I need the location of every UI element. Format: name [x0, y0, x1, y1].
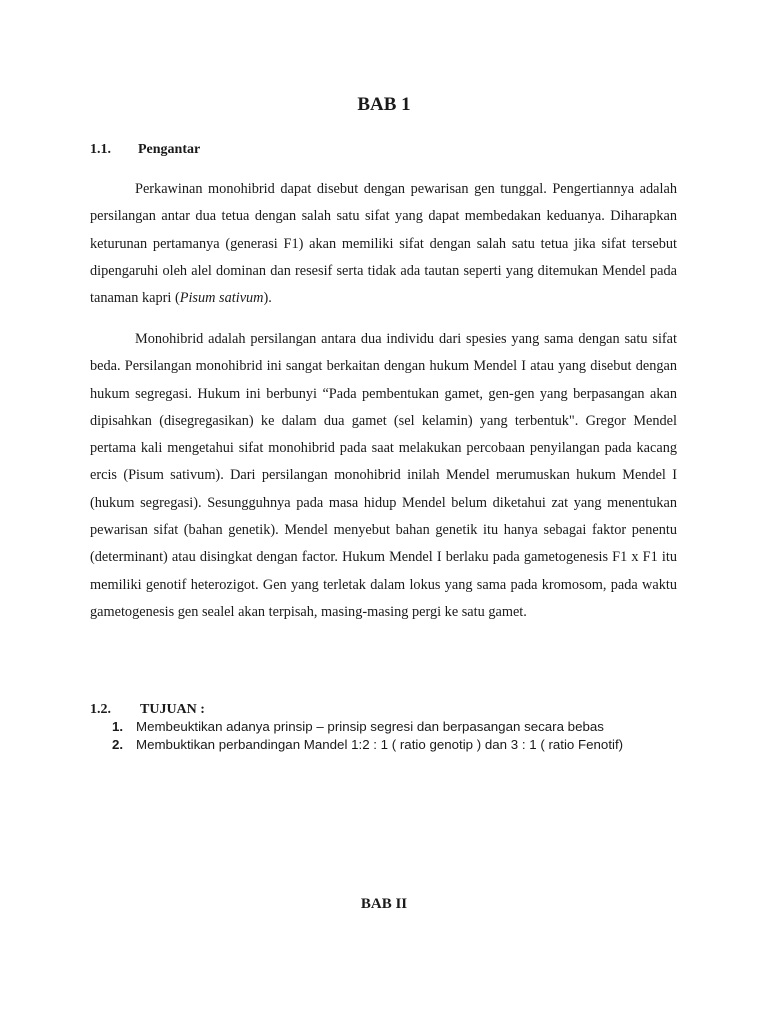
goals-list [112, 718, 712, 754]
chapter-title: BAB 1 [357, 94, 411, 115]
section-title: TUJUAN : [140, 702, 205, 717]
paragraph-text-end: ). [263, 290, 272, 307]
section-number: 1.2. [90, 702, 111, 717]
list-item-text: Membuktikan perbandingan Mandel 1:2 : 1 ( ratio genotip ) dan 3 : 1 ( ratio Fenotif) [136, 737, 624, 752]
list-item-number: 1. [112, 719, 124, 734]
list-item-number: 2. [112, 737, 124, 752]
paragraph-text: Perkawinan monohibrid dapat disebut dengan pewarisan gen tunggal. Pengertiannya adalah persilangan antar dua tetua dengan salah satu sifat yang dapat membedakan keduanya. Diharapkan keturunan pertamanya (generasi F1) akan memiliki sifat dengan salah satu tetua jika sifat tersebut dipengaruhi oleh alel dominan dan resesif serta tidak ada tautan seperti yang ditemukan Mendel pada tanaman kapri ( [90, 181, 677, 307]
species-name: Pisum sativum [179, 290, 264, 307]
section-heading-pengantar [90, 142, 200, 158]
list-item [112, 736, 712, 754]
chapter-title: BAB II [360, 896, 408, 912]
list-item-text: Membeuktikan adanya prinsip – prinsip segresi dan berpasangan secara bebas [136, 719, 604, 734]
paragraph-monohibrid: Monohibrid adalah persilangan antara dua individu dari spesies yang sama dengan satu sifat beda. Persilangan monohibrid ini sangat berkaitan dengan hukum Mendel I atau yang disebut dengan hukum segregasi. Hukum ini berbunyi “Pada pembentukan gamet, gen-gen yang berpasangan akan dipisahkan (disegregasikan) ke dalam dua gamet (sel kelamin) yang terbentuk". Gregor Mendel pertama kali mengetahui sifat monohibrid pada saat melakukan percobaan penyilangan pada kacang ercis (Pisum sativum). Dari persilangan monohibrid inilah Mendel merumuskan hukum Mendel I (hukum segregasi). Sesungguhnya pada masa hidup Mendel belum diketahui zat yang menentukan pewarisan sifat (bahan genetik). Mendel menyebut bahan genetik itu hanya sebagai faktor penentu (determinant) atau disingkat dengan factor. Hukum Mendel I berlaku pada gametogenesis F1 x F1 itu memiliki genotif heterozigot. Gen yang terletak dalam lokus yang sama pada kromosom, pada waktu gametogenesis gen sealel akan terpisah, masing-masing pergi ke satu gamet. [90, 331, 677, 620]
section-number: 1.1. [90, 142, 111, 157]
section-heading-tujuan [90, 702, 205, 718]
section-title: Pengantar [138, 142, 201, 157]
list-item [112, 718, 712, 736]
paragraph-intro [90, 176, 677, 312]
